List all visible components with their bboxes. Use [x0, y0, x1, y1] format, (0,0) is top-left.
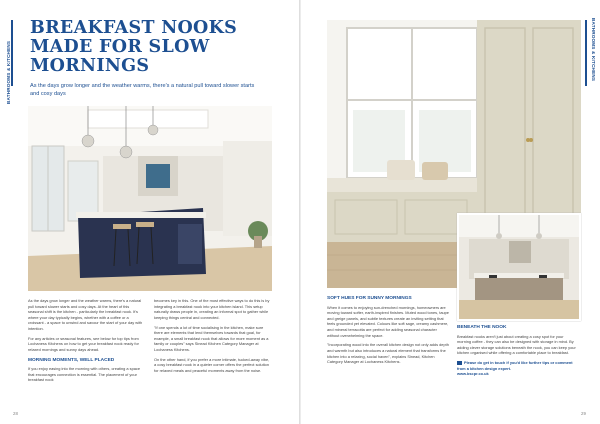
col1-subhead: MORNING MOMENTS, WELL PLACED: [28, 357, 115, 363]
col3-paragraph-1: When it comes to enjoying sun-drenched mornings, homeowners are moving toward softer, earth-inspired finishes. Muted wood tones, taupe and greige panels, and subtle textures create an inviting setting that feels grounded yet elevated. Colours like soft sage, creamy cashmere, and mineral terracotta are perfect for adding seasonal character without overwhelming the space.: [327, 304, 449, 338]
section-label-left: BATHROOMS & KITCHENS: [6, 40, 11, 104]
kitchen-island-photo: [28, 106, 272, 291]
right-page: [301, 0, 600, 424]
left-page: [0, 0, 299, 424]
body-column-3: [327, 296, 449, 369]
col1-paragraph-1: As the days grow longer and the weather warms, there's a natural pull toward slower starts and cosy days. At the heart of this seasonal shift is the kitchen - particularly the breakfast nook. It's where your day typically begins, whether with a coffee or a croissant - a space to unwind and savour the start of your day with intention.: [28, 298, 143, 331]
col3-paragraph-2: "Incorporating wood into the overall kitchen design not only adds depth and warmth but also introduces a natural element that transforms the kitchen into a relaxing, social haven", explains Sinead, Kitchen Category Manager at Lochaness Kitchens.: [327, 342, 449, 365]
cta-text: Please do get in touch if you'd like further tips or comment from a kitchen design expert.: [457, 360, 573, 371]
page-number-left: 28: [13, 411, 18, 416]
standfirst: As the days grow longer and the weather warms, there's a natural pull toward slower starts and cosy days: [30, 83, 255, 97]
website-link[interactable]: www.bscpr.co.uk: [457, 371, 489, 377]
col1-paragraph-2: For any articles or seasonal features, see below for top tips from Lochaness Kitchens on how to get your breakfast nook ready for relaxed mornings and sunny days ahead.: [28, 335, 139, 352]
accent-bar-left: [11, 20, 13, 86]
body-column-4: [457, 325, 577, 377]
col4-subhead: BENEATH THE NOOK: [457, 325, 507, 330]
page-number-right: 29: [581, 411, 586, 416]
col2-paragraph-3: On the other hand, if you prefer a more intimate, tucked-away vibe, a cosy breakfast nook in a quieter corner offers the perfect solution for relaxed meals and peaceful moments away from the noise.: [154, 356, 270, 373]
col1-paragraph-3: If you enjoy easing into the morning with others, creating a space that encourages connection is essential. The placement of your breakfast nook: [28, 366, 141, 383]
arrow-icon: [457, 361, 462, 365]
section-label-right: BATHROOMS & KITCHENS: [591, 18, 596, 82]
headline: BREAKFAST NOOKS MADE FOR SLOW MORNINGS: [30, 18, 238, 76]
col2-paragraph-1: becomes key in this. One of the most effective ways to do this is by integrating a breakfast nook into your kitchen island. This setup naturally draws people in, creating an informal spot to gather while keeping things central and connected.: [154, 298, 270, 320]
inset-kitchen-photo: [457, 213, 581, 321]
col2-paragraph-2: "If one spends a lot of time socialising in the kitchen, make sure there are elements that lend themselves towards that goal, for example, a small breakfast nook that allows for more moment as a family or couples" says Sinead Kitchen Category Manager at Lochaness Kitchens.: [154, 324, 269, 352]
accent-bar-right: [585, 20, 587, 86]
body-column-2: [154, 298, 272, 378]
col4-paragraph-1: Breakfast nooks aren't just about creating a cosy spot for your morning coffee - they can also be designed with storage in mind. By adding clever storage solutions beneath the nook, you can keep your kitchen organised while offering a comfortable place to breakfast.: [457, 333, 576, 356]
body-column-1: [28, 298, 145, 387]
col3-subhead: SOFT HUES FOR SUNNY MORNINGS: [327, 296, 412, 301]
cta-block: [457, 360, 577, 377]
